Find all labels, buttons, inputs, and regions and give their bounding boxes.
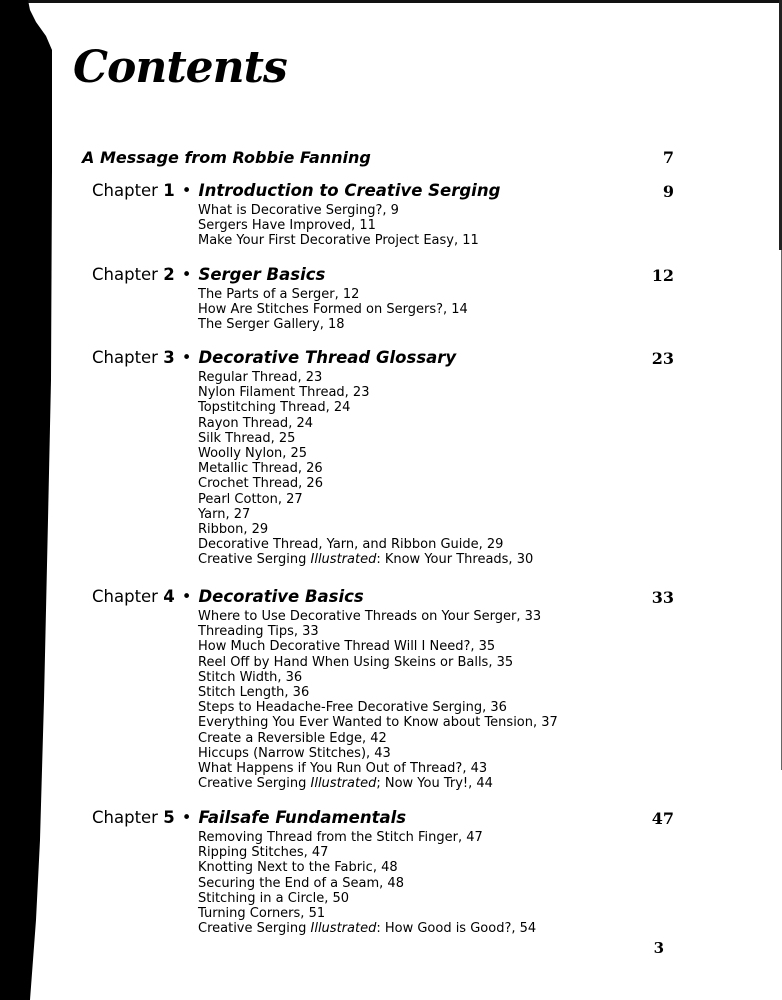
section-entry xyxy=(198,655,558,670)
section-entry xyxy=(198,476,533,491)
chapter-heading xyxy=(92,348,456,367)
section-text: Topstitching Thread, 24 xyxy=(198,400,351,416)
bullet-separator: • xyxy=(181,348,192,367)
section-text: Nylon Filament Thread, 23 xyxy=(198,385,370,401)
section-entry xyxy=(198,287,468,302)
section-text-suffix: ; Now You Try!, 44 xyxy=(376,776,493,792)
section-entry xyxy=(198,400,533,415)
section-list xyxy=(198,287,468,333)
section-text: Stitch Width, 36 xyxy=(198,669,303,685)
section-entry xyxy=(198,685,558,700)
section-text: Creative Serging xyxy=(198,921,311,937)
bullet-separator: • xyxy=(181,587,192,606)
chapter-page-number: 33 xyxy=(651,588,674,607)
section-entry xyxy=(198,431,533,446)
section-text: Stitching in a Circle, 50 xyxy=(198,890,350,906)
chapter-title: Decorative Basics xyxy=(198,587,364,606)
section-entry xyxy=(198,860,536,875)
section-text-suffix: : How Good is Good?, 54 xyxy=(376,921,537,937)
chapter-prefix: Chapter xyxy=(92,348,158,367)
section-entry xyxy=(198,370,533,385)
section-text: Securing the End of a Seam, 48 xyxy=(198,875,404,891)
section-text: What Happens if You Run Out of Thread?, 43 xyxy=(198,760,488,776)
section-text: Silk Thread, 25 xyxy=(198,430,296,446)
section-entry xyxy=(198,670,558,685)
section-entry xyxy=(198,522,533,537)
section-entry xyxy=(198,830,536,845)
chapter-page-number: 12 xyxy=(651,266,674,285)
message-label: A Message from Robbie Fanning xyxy=(82,148,371,167)
section-entry xyxy=(198,639,558,654)
section-list xyxy=(198,830,536,936)
section-text: Stitch Length, 36 xyxy=(198,684,310,700)
section-text: Ribbon, 29 xyxy=(198,521,269,537)
section-entry xyxy=(198,461,533,476)
section-text: Where to Use Decorative Threads on Your Serger, 33 xyxy=(198,609,542,624)
section-text: What is Decorative Serging?, 9 xyxy=(198,203,399,218)
section-text: Regular Thread, 23 xyxy=(198,370,323,385)
section-entry xyxy=(198,203,479,218)
section-text: Yarn, 27 xyxy=(198,506,251,522)
section-entry xyxy=(198,446,533,461)
section-entry xyxy=(198,609,558,624)
section-entry xyxy=(198,876,536,891)
chapter-number: 1 xyxy=(163,181,175,200)
chapter-prefix: Chapter xyxy=(92,181,158,200)
section-text: Decorative Thread, Yarn, and Ribbon Guide, 29 xyxy=(198,537,504,553)
section-text: Pearl Cotton, 27 xyxy=(198,491,303,507)
chapter-number: 3 xyxy=(163,348,175,367)
section-text: Make Your First Decorative Project Easy, 11 xyxy=(198,233,479,249)
section-entry xyxy=(198,537,533,552)
chapter-heading xyxy=(92,808,406,827)
section-list xyxy=(198,609,558,791)
chapter-heading xyxy=(92,587,364,606)
chapter-prefix: Chapter xyxy=(92,265,158,284)
section-entry xyxy=(198,492,533,507)
section-text-italic: Illustrated xyxy=(310,921,377,937)
section-entry xyxy=(198,906,536,921)
chapter-number: 4 xyxy=(163,587,175,606)
section-text-suffix: : Know Your Threads, 30 xyxy=(376,552,534,568)
section-text: Hiccups (Narrow Stitches), 43 xyxy=(198,745,391,761)
bullet-separator: • xyxy=(181,265,192,284)
section-entry xyxy=(198,302,468,317)
section-text: Threading Tips, 33 xyxy=(198,624,319,640)
chapter-title: Introduction to Creative Serging xyxy=(198,181,501,200)
chapter-page-number: 47 xyxy=(651,809,674,828)
bullet-separator: • xyxy=(181,181,192,200)
chapter-title: Failsafe Fundamentals xyxy=(198,808,407,827)
section-entry xyxy=(198,385,533,400)
section-entry xyxy=(198,891,536,906)
section-text: Reel Off by Hand When Using Skeins or Balls, 35 xyxy=(198,654,514,670)
message-page-number: 7 xyxy=(662,148,674,167)
section-entry xyxy=(198,731,558,746)
chapter-title: Serger Basics xyxy=(198,265,326,284)
section-entry xyxy=(198,416,533,431)
section-entry xyxy=(198,624,558,639)
section-text: Creative Serging xyxy=(198,776,311,792)
section-text-italic: Illustrated xyxy=(310,552,377,568)
chapter-prefix: Chapter xyxy=(92,587,158,606)
chapter-heading xyxy=(92,265,325,284)
section-entry xyxy=(198,761,558,776)
section-text: Steps to Headache-Free Decorative Serging, 36 xyxy=(198,700,507,716)
chapter-prefix: Chapter xyxy=(92,808,158,827)
page-title: Contents xyxy=(73,42,287,93)
section-entry xyxy=(198,218,479,233)
chapter-page-number: 23 xyxy=(651,349,674,368)
section-entry xyxy=(198,233,479,248)
section-entry xyxy=(198,700,558,715)
section-text: Ripping Stitches, 47 xyxy=(198,845,329,861)
section-entry xyxy=(198,921,536,936)
section-entry xyxy=(198,552,533,567)
section-entry xyxy=(198,746,558,761)
section-text: Metallic Thread, 26 xyxy=(198,461,323,477)
chapter-number: 5 xyxy=(163,808,175,827)
section-entry xyxy=(198,776,558,791)
section-text: Everything You Ever Wanted to Know about Tension, 37 xyxy=(198,715,558,731)
chapter-number: 2 xyxy=(163,265,175,284)
section-text: Sergers Have Improved, 11 xyxy=(198,218,376,234)
section-text: Creative Serging xyxy=(198,552,311,568)
section-text: Rayon Thread, 24 xyxy=(198,415,313,431)
message-entry xyxy=(82,148,371,167)
section-list xyxy=(198,203,479,249)
section-text: Removing Thread from the Stitch Finger, 47 xyxy=(198,830,483,845)
scan-left-edge xyxy=(0,0,52,1000)
section-text: How Much Decorative Thread Will I Need?, 35 xyxy=(198,639,496,655)
section-text: Crochet Thread, 26 xyxy=(198,476,323,492)
section-entry xyxy=(198,317,468,332)
chapter-page-number: 9 xyxy=(662,182,674,201)
section-text: How Are Stitches Formed on Sergers?, 14 xyxy=(198,302,468,318)
chapter-heading xyxy=(92,181,500,200)
section-entry xyxy=(198,845,536,860)
section-list xyxy=(198,370,533,567)
scan-top-edge xyxy=(0,0,782,3)
section-text-italic: Illustrated xyxy=(310,776,377,792)
section-text: Create a Reversible Edge, 42 xyxy=(198,730,387,746)
folio-page-number: 3 xyxy=(653,939,664,957)
chapter-title: Decorative Thread Glossary xyxy=(198,348,457,367)
section-text: Turning Corners, 51 xyxy=(198,905,326,921)
section-text: The Serger Gallery, 18 xyxy=(198,317,345,333)
section-entry xyxy=(198,507,533,522)
section-entry xyxy=(198,715,558,730)
section-text: Woolly Nylon, 25 xyxy=(198,445,308,461)
section-text: The Parts of a Serger, 12 xyxy=(198,287,360,302)
bullet-separator: • xyxy=(181,808,192,827)
section-text: Knotting Next to the Fabric, 48 xyxy=(198,860,398,876)
